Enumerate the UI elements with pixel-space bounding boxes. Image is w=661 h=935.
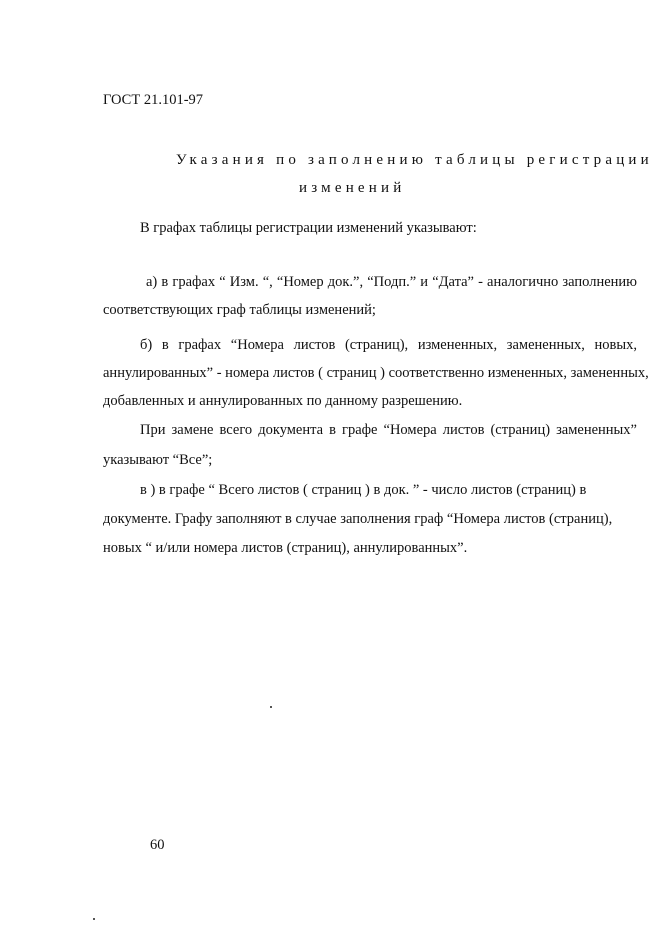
scan-speck	[270, 706, 272, 708]
text-line: указывают “Все”;	[103, 452, 213, 468]
intro-paragraph: В графах таблицы регистрации изменений указывают:	[140, 220, 477, 236]
section-title-line-1: Указания по заполнению таблицы регистрации	[176, 152, 653, 168]
text-line: При замене всего документа в графе “Номера листов (страниц) замененных”	[140, 422, 637, 438]
text-line: аннулированных” - номера листов ( страниц ) соответственно измененных, замененных,	[103, 365, 649, 381]
text-line: в ) в графе “ Всего листов ( страниц ) в док. ” - число листов (страниц) в	[140, 482, 587, 498]
document-code: ГОСТ 21.101-97	[103, 92, 204, 108]
text-line: соответствующих граф таблицы изменений;	[103, 302, 376, 318]
text-line: а) в графах “ Изм. “, “Номер док.”, “Подп.” и “Дата” - аналогично заполнению	[146, 274, 637, 290]
section-title-line-2: изменений	[299, 180, 406, 196]
text-line: б) в графах “Номера листов (страниц), измененных, замененных, новых,	[140, 337, 637, 353]
text-line: добавленных и аннулированных по данному разрешению.	[103, 393, 463, 409]
text-line: документе. Графу заполняют в случае заполнения граф “Номера листов (страниц),	[103, 511, 613, 527]
text-line: новых “ и/или номера листов (страниц), аннулированных”.	[103, 540, 468, 556]
page-number: 60	[150, 837, 165, 853]
scan-speck	[93, 918, 95, 920]
